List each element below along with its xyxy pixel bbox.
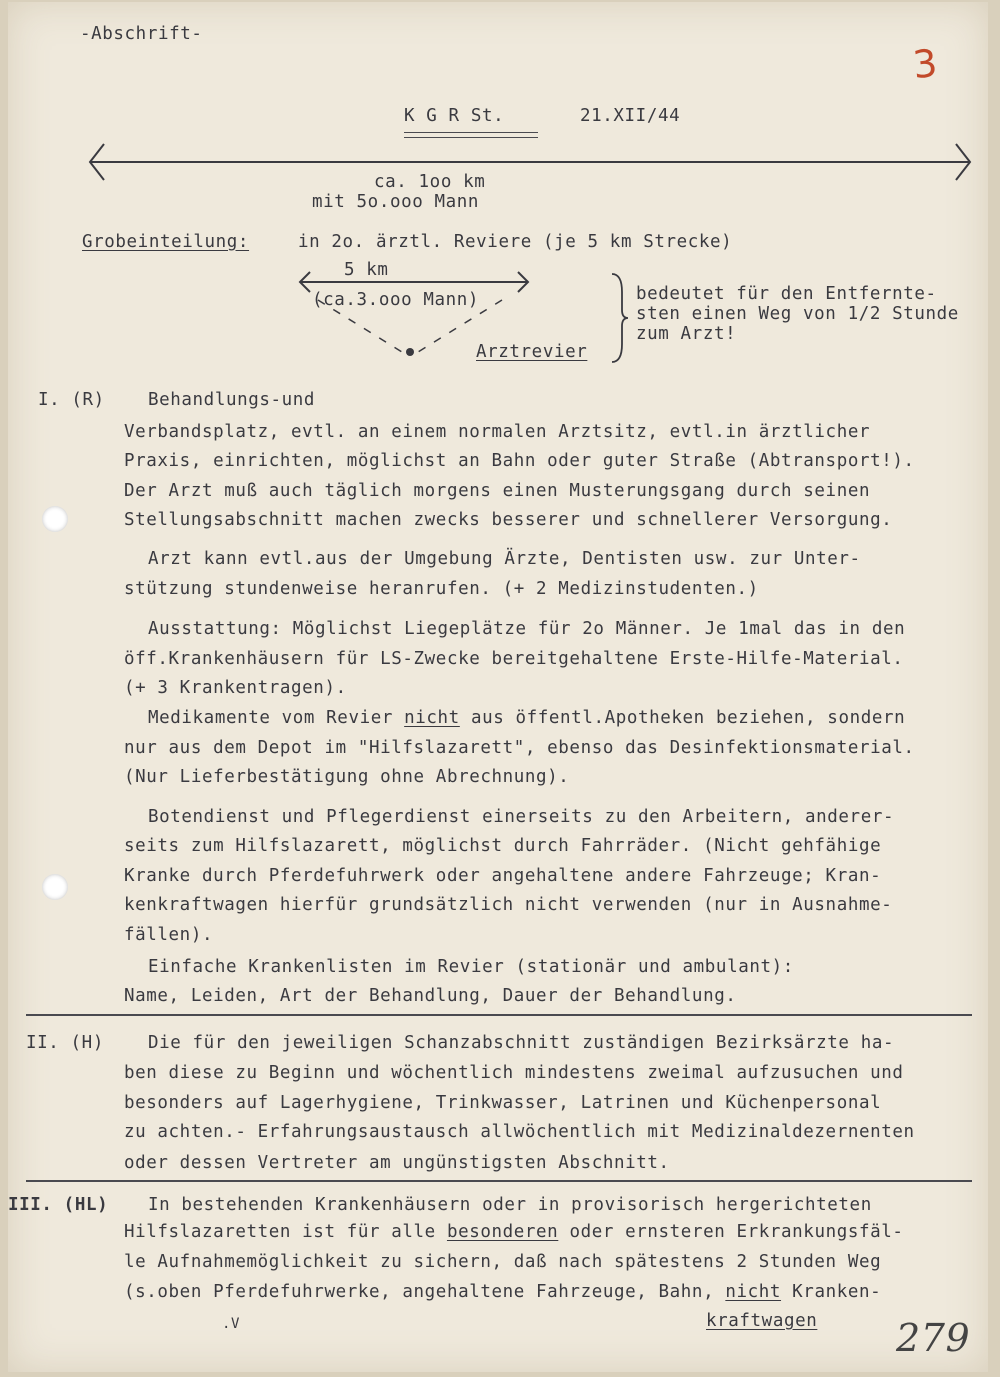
kraftwagen-word: kraftwagen	[706, 1311, 818, 1331]
km5-label: 5 km	[344, 260, 389, 280]
section-2-line: besonders auf Lagerhygiene, Trinkwasser, Latrinen und Küchenpersonal	[124, 1093, 882, 1113]
section-1-line: kenkraftwagen hierfür grundsätzlich nicht verwenden (nur in Ausnahme-	[124, 895, 893, 915]
section-1-line: Ausstattung: Möglichst Liegeplätze für 2o Männer. Je 1mal das in den	[148, 619, 906, 639]
section-1-line: seits zum Hilfslazarett, möglichst durch Fahrräder. (Nicht gehfähige	[124, 836, 882, 856]
section-1-line: nur aus dem Depot im "Hilfslazarett", ebenso das Desinfektionsmaterial.	[124, 738, 915, 758]
besonderen-word: besonderen	[446, 1222, 559, 1242]
section-3-line-1: In bestehenden Krankenhäusern oder in provisorisch hergerichteten	[148, 1195, 872, 1215]
distance-arrow	[78, 140, 983, 184]
section-1-line: Behandlungs-und	[148, 390, 316, 410]
men3000-label: (ca.3.ooo Mann)	[312, 290, 480, 310]
punch-hole-top	[42, 506, 68, 532]
section-1-line: (+ 3 Krankentragen).	[124, 678, 347, 698]
section-1-line: Praxis, einrichten, möglichst an Bahn oder guter Straße (Abtransport!).	[124, 451, 915, 471]
section-1-line: Einfache Krankenlisten im Revier (stationär und ambulant):	[148, 957, 794, 977]
medikamente-nicht: nicht	[404, 708, 460, 728]
section-1-line: Verbandsplatz, evtl. an einem normalen Arztsitz, evtl.in ärztlicher	[124, 422, 871, 442]
page-mark: 3	[910, 40, 941, 88]
section-2-line: Die für den jeweiligen Schanzabschnitt zuständigen Bezirksärzte ha-	[148, 1033, 895, 1053]
nicht-word: nicht	[725, 1282, 782, 1302]
org-code: K G R St.	[404, 106, 505, 126]
section-1-number: I. (R)	[38, 390, 105, 410]
section-1-line: Botendienst und Pflegerdienst einerseits zu den Arbeitern, anderer-	[148, 807, 895, 827]
section-1-line: Kranke durch Pferdefuhrwerk oder angehaltene andere Fahrzeuge; Kran-	[124, 866, 882, 886]
section-1-line: Name, Leiden, Art der Behandlung, Dauer der Behandlung.	[124, 986, 737, 1006]
section-3-line-4-post: Kranken-	[781, 1282, 882, 1302]
section-3-line-4-pre: (s.oben Pferdefuhrwerke, angehaltene Fahrzeuge, Bahn,	[124, 1282, 726, 1302]
distance-label: ca. 1oo km	[374, 172, 486, 192]
arztrevier-label: Arztrevier	[476, 342, 588, 362]
section-3-line-2-pre: Hilfslazaretten ist für alle	[124, 1222, 447, 1242]
grob-label: Grobeinteilung:	[82, 232, 250, 252]
section-1-line: fällen).	[124, 925, 214, 945]
section-3-line-2	[124, 1222, 904, 1242]
section-1-line: Arzt kann evtl.aus der Umgebung Ärzte, Dentisten usw. zur Unter-	[148, 549, 861, 569]
section-2-line: oder dessen Vertreter am ungünstigsten Abschnitt.	[124, 1153, 670, 1173]
section-1-line: öff.Krankenhäusern für LS-Zwecke bereitgehaltene Erste-Hilfe-Material.	[124, 649, 904, 669]
section-2-line: ben diese zu Beginn und wöchentlich mindestens zweimal aufzusuchen und	[124, 1063, 904, 1083]
section-divider-1	[26, 1014, 972, 1016]
grob-text: in 2o. ärztl. Reviere (je 5 km Strecke)	[298, 232, 733, 252]
page-number: 279	[896, 1316, 971, 1360]
document-date: 21.XII/44	[580, 106, 681, 126]
section-3-number: III. (HL)	[8, 1195, 109, 1215]
medikamente-line	[148, 708, 905, 728]
footer-mark: .V	[222, 1316, 241, 1332]
section-1-line: (Nur Lieferbestätigung ohne Abrechnung).	[124, 767, 570, 787]
section-3-line-4	[124, 1282, 881, 1302]
document-page	[8, 2, 988, 1372]
note-line-1: bedeutet für den Entfernte-	[636, 284, 937, 304]
note-brace	[608, 272, 632, 364]
note-line-2: sten einen Weg von 1/2 Stunde	[636, 304, 959, 324]
medikamente-pre: Medikamente vom Revier	[148, 708, 405, 728]
section-1-line: Stellungsabschnitt machen zwecks besserer und schnellerer Versorgung.	[124, 510, 893, 530]
note-line-3: zum Arzt!	[636, 324, 737, 344]
org-double-underline	[404, 132, 538, 138]
men-label: mit 5o.ooo Mann	[312, 192, 480, 212]
punch-hole-bottom	[42, 874, 68, 900]
abschrift-label: -Abschrift-	[80, 24, 203, 44]
medikamente-post: aus öffentl.Apotheken beziehen, sondern	[459, 708, 906, 728]
section-3-line-2-post: oder ernsteren Erkrankungsfäl-	[558, 1222, 904, 1242]
section-1-line: stützung stundenweise heranrufen. (+ 2 Medizinstudenten.)	[124, 579, 759, 599]
arzt-point	[406, 348, 414, 356]
section-2-line: zu achten.- Erfahrungsaustausch allwöchentlich mit Medizinaldezernenten	[124, 1122, 915, 1142]
section-1-line: Der Arzt muß auch täglich morgens einen Musterungsgang durch seinen	[124, 481, 871, 501]
section-3-line-3: le Aufnahmemöglichkeit zu sichern, daß nach spätestens 2 Stunden Weg	[124, 1252, 882, 1272]
section-2-number: II. (H)	[26, 1033, 104, 1053]
section-divider-2	[26, 1180, 972, 1182]
